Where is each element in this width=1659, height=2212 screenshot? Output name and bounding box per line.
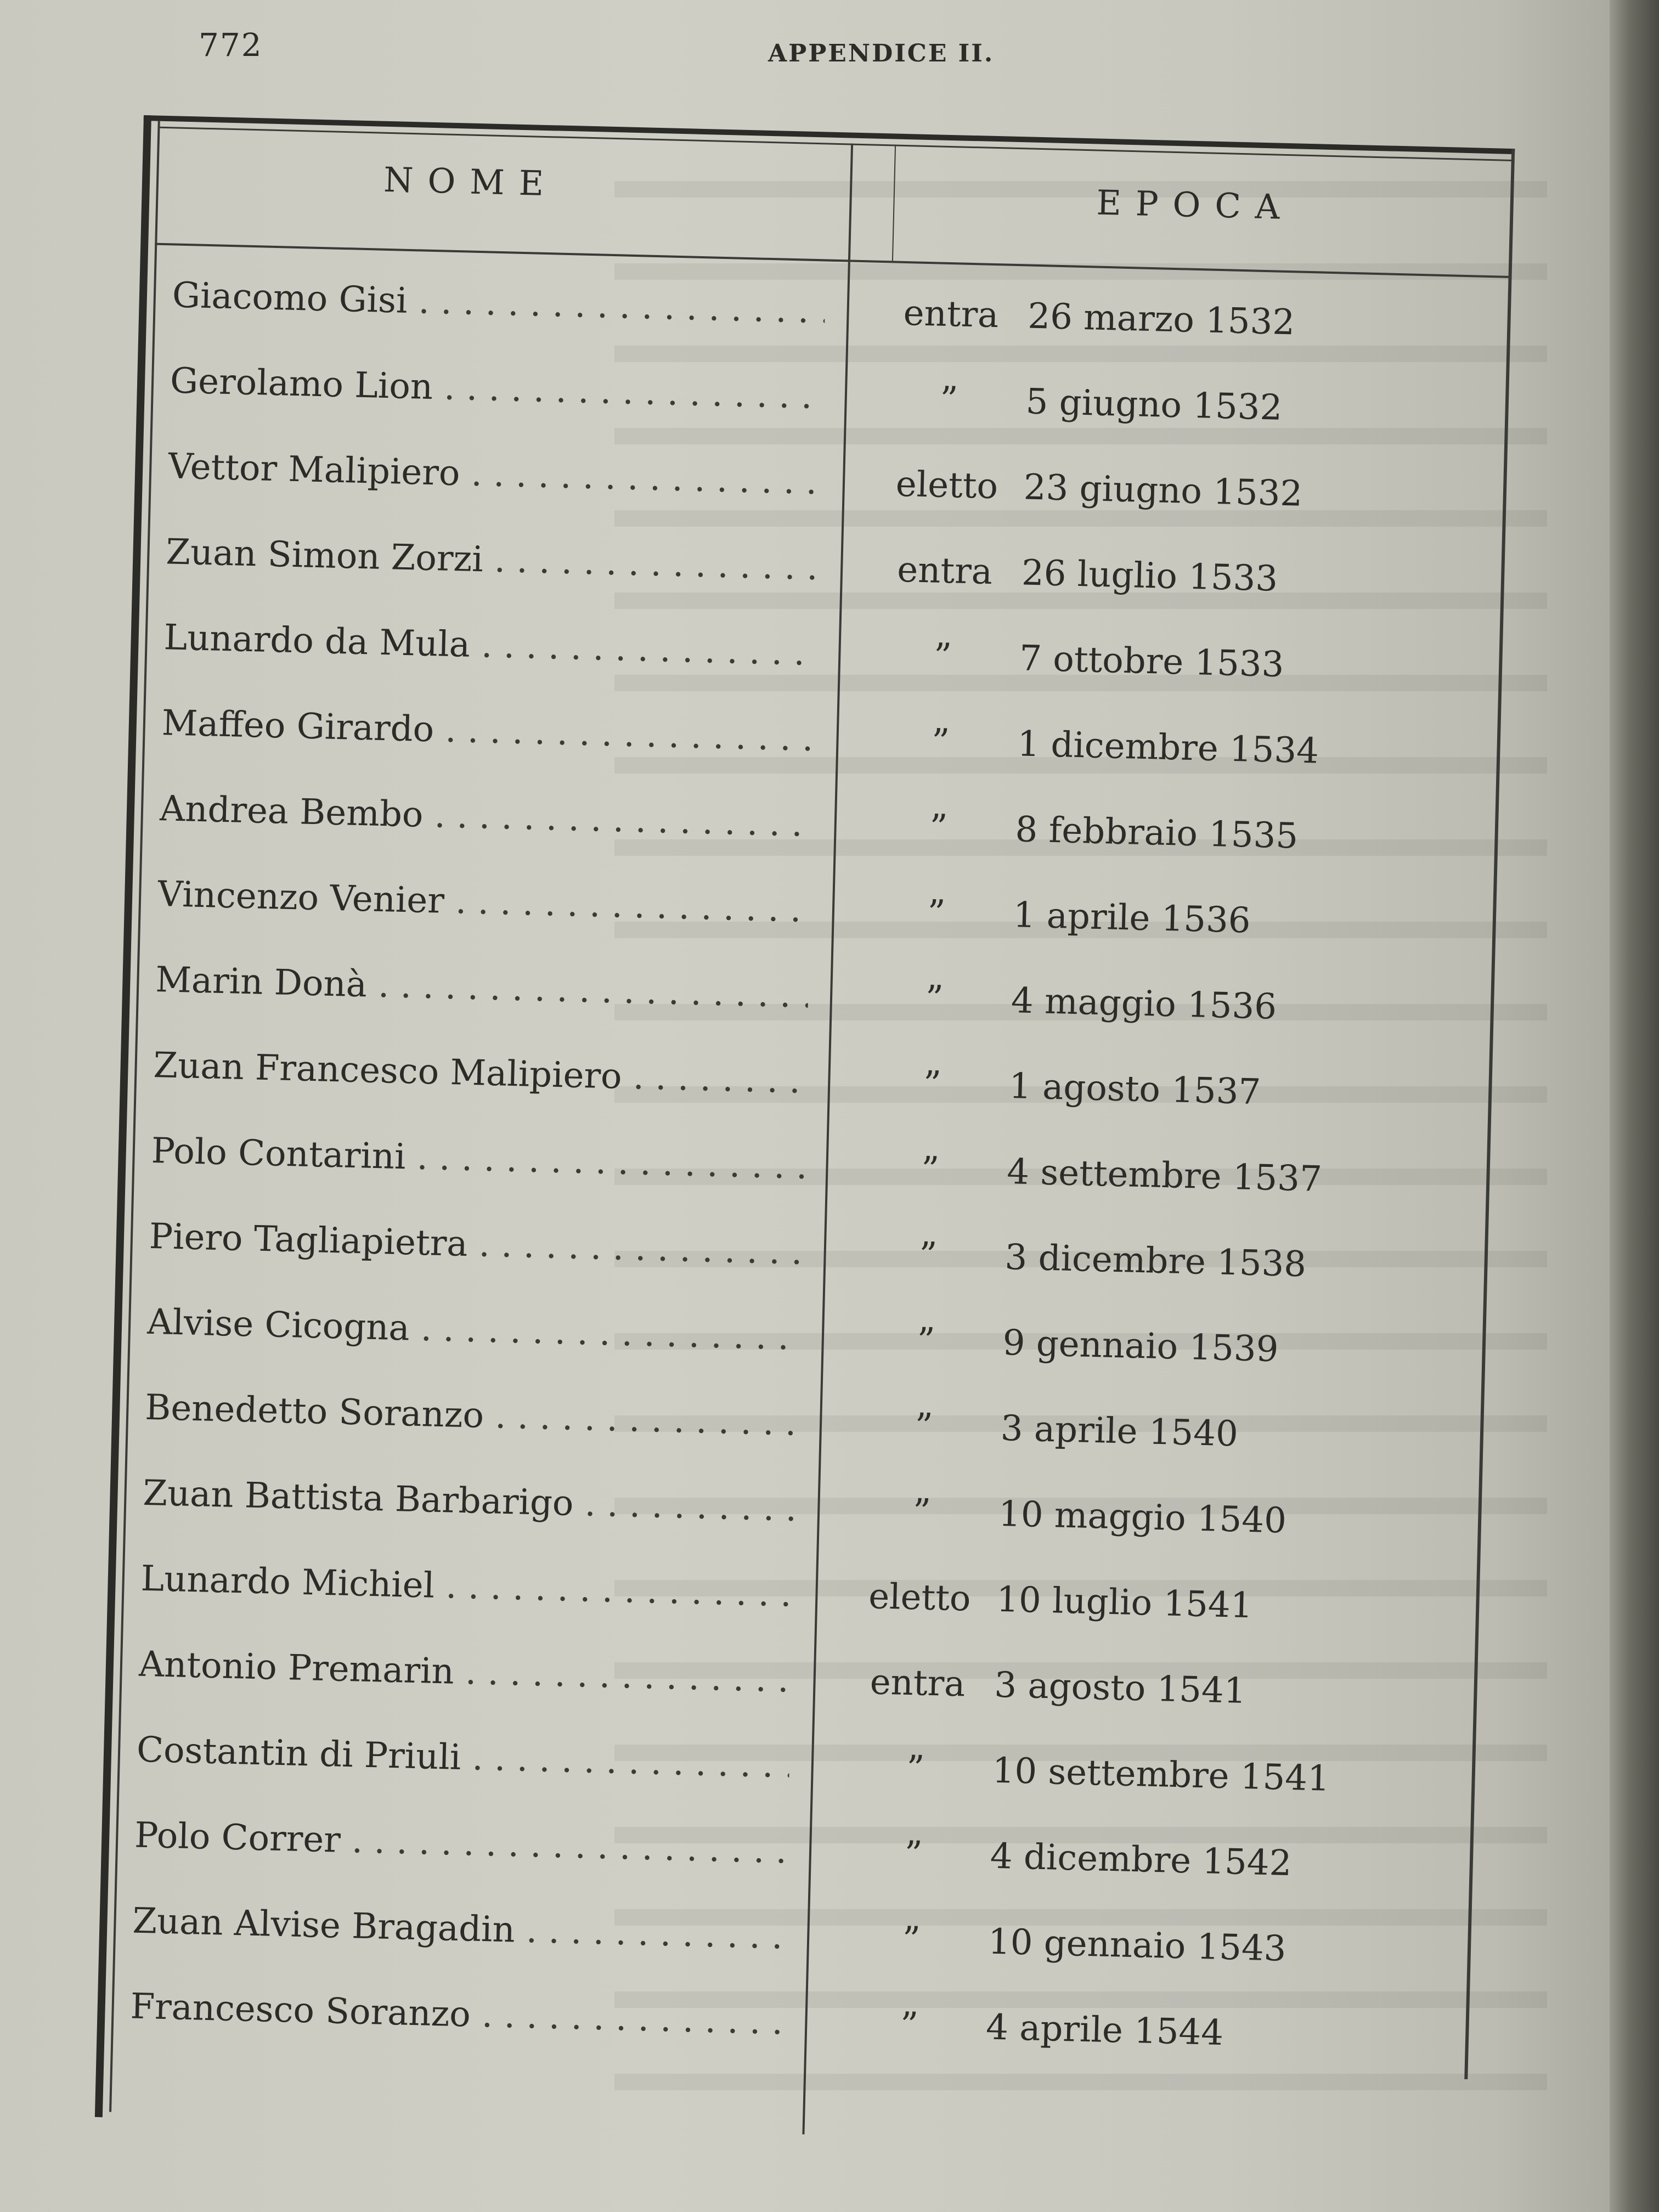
row-status: ” xyxy=(904,1833,923,1875)
header-rule xyxy=(155,243,1511,278)
row-date: 4 settembre 1537 xyxy=(1006,1152,1323,1200)
row-status: ” xyxy=(900,2005,919,2046)
row-date: 1 agosto 1537 xyxy=(1008,1066,1262,1113)
row-status: entra xyxy=(902,292,1000,336)
row-status: ” xyxy=(912,1492,932,1533)
row-name: Piero Tagliapietra . . xyxy=(149,1216,802,1273)
row-status: ” xyxy=(933,636,952,678)
row-name: Alvise Cicogna . . xyxy=(146,1302,800,1358)
row-status: ” xyxy=(927,893,946,934)
row-name: Benedetto Soranzo . . xyxy=(145,1387,798,1444)
column-header-epoca: EPOCA xyxy=(1096,182,1295,228)
row-date: 3 agosto 1541 xyxy=(994,1664,1247,1712)
row-date: 1 aprile 1536 xyxy=(1012,895,1251,941)
row-date: 9 gennaio 1539 xyxy=(1002,1322,1279,1370)
table-body xyxy=(129,275,1489,2104)
row-date: 3 aprile 1540 xyxy=(1000,1408,1239,1455)
row-name: Costantin di Priuli . . xyxy=(136,1730,789,1786)
row-name: Vettor Malipiero . . xyxy=(167,446,821,503)
row-name: Zuan Alvise Bragadin . . xyxy=(132,1900,786,1957)
row-status: ” xyxy=(906,1748,926,1790)
row-status: ” xyxy=(929,807,948,849)
row-name: Gerolamo Lion . . xyxy=(170,360,823,417)
row-name: Marin Donà . . xyxy=(155,960,809,1016)
row-name: Zuan Battista Barbarigo . . xyxy=(143,1473,796,1530)
row-name: Lunardo da Mula . . xyxy=(163,617,817,674)
running-head: APPENDICE II. xyxy=(768,40,995,67)
book-gutter-shadow xyxy=(1610,0,1659,2212)
page-number: 772 xyxy=(199,26,263,64)
row-status: entra xyxy=(869,1662,966,1705)
row-status: ” xyxy=(916,1321,936,1362)
row-date: 26 marzo 1532 xyxy=(1027,296,1295,343)
row-date: 7 ottobre 1533 xyxy=(1019,638,1285,686)
row-date: 4 dicembre 1542 xyxy=(990,1836,1293,1884)
row-name: Andrea Bembo . . xyxy=(159,788,812,845)
row-date: 3 dicembre 1538 xyxy=(1004,1237,1307,1285)
row-status: ” xyxy=(914,1406,934,1447)
row-name: Polo Correr . . xyxy=(134,1815,787,1872)
row-date: 1 dicembre 1534 xyxy=(1017,724,1319,772)
row-name: Francesco Soranzo . . xyxy=(130,1986,783,2042)
row-date: 10 settembre 1541 xyxy=(991,1750,1330,1799)
row-date: 10 maggio 1540 xyxy=(998,1493,1287,1542)
row-status: ” xyxy=(924,978,944,1020)
row-date: 26 luglio 1533 xyxy=(1021,552,1278,600)
row-status: ” xyxy=(931,721,950,763)
row-status: ” xyxy=(923,1064,942,1105)
row-status: ” xyxy=(921,1149,940,1190)
row-date: 4 maggio 1536 xyxy=(1011,980,1277,1028)
row-name: Giacomo Gisi . . xyxy=(172,275,825,331)
column-header-nome: NOME xyxy=(383,159,558,204)
row-date: 10 luglio 1541 xyxy=(996,1579,1254,1627)
row-name: Lunardo Michiel . . xyxy=(140,1559,794,1615)
row-date: 5 giugno 1532 xyxy=(1025,381,1283,428)
column-rule-secondary xyxy=(892,144,896,261)
row-name: Zuan Francesco Malipiero . . xyxy=(153,1045,806,1102)
row-name: Antonio Premarin . . xyxy=(138,1644,792,1701)
row-status: eletto xyxy=(868,1576,972,1620)
row-status: ” xyxy=(918,1235,938,1276)
row-name: Maffeo Girardo . . xyxy=(161,703,815,759)
row-date: 23 giugno 1532 xyxy=(1023,467,1304,515)
row-status: entra xyxy=(896,549,993,593)
register-table xyxy=(95,115,1515,2151)
row-date: 4 aprile 1544 xyxy=(985,2007,1224,2054)
row-status: ” xyxy=(901,1919,921,1961)
row-date: 10 gennaio 1543 xyxy=(988,1921,1287,1970)
row-name: Vincenzo Venier . . xyxy=(157,874,810,930)
row-name: Polo Contarini . . xyxy=(151,1131,804,1187)
row-status: eletto xyxy=(895,464,998,507)
row-date: 8 febbraio 1535 xyxy=(1014,809,1299,857)
row-status: ” xyxy=(939,379,959,421)
row-name: Zuan Simon Zorzi . . xyxy=(166,532,819,588)
